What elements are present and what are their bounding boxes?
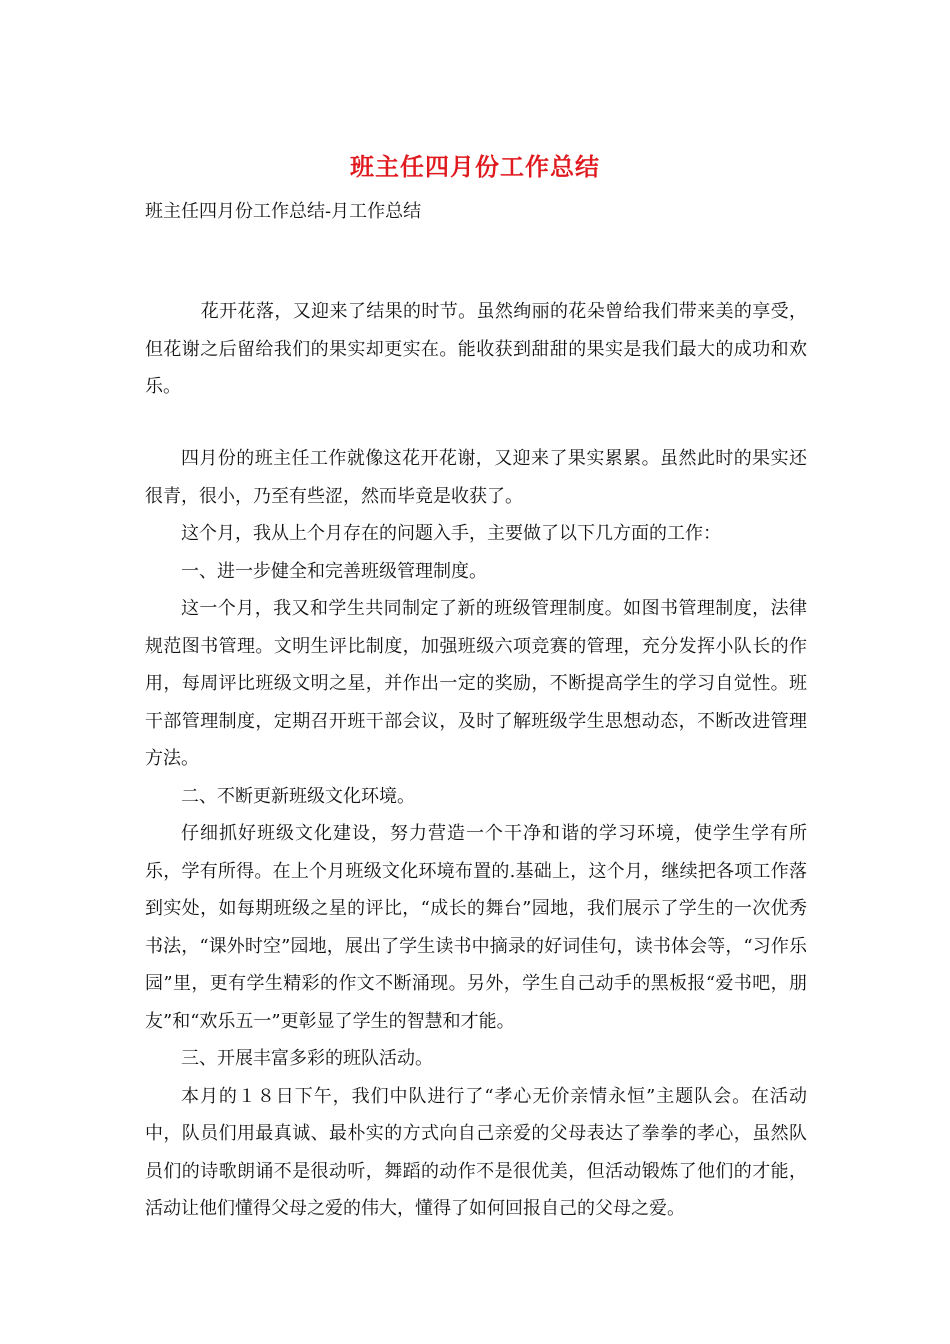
paragraph-5: 本月的１８日下午，我们中队进行了“孝心无价亲情永恒”主题队会。在活动中，队员们用最真诚、最朴实的方式向自己亲爱的父母表达了拳拳的孝心，虽然队员们的诗歌朗诵不是很动听，舞蹈的动作不是很优美，但活动锻炼了他们的才能，活动让他们懂得父母之爱的伟大，懂得了如何回报自己的父母之爱。 xyxy=(145,1085,807,1219)
paragraph-1: 四月份的班主任工作就像这花开花谢，又迎来了果实累累。虽然此时的果实还很青，很小，乃至有些涩，然而毕竟是收获了。 xyxy=(145,448,807,507)
page-title: 班主任四月份工作总结 xyxy=(350,152,600,181)
section-heading-1: 一、进一步健全和完善班级管理制度。 xyxy=(181,560,487,582)
intro-paragraph: 花开花落，又迎来了结果的时节。虽然绚丽的花朵曾给我们带来美的享受，但花谢之后留给我们的果实却更实在。能收获到甜甜的果实是我们最大的成功和欢乐。 xyxy=(145,301,807,397)
paragraph-3: 这一个月，我又和学生共同制定了新的班级管理制度。如图书管理制度，法律规范图书管理。文明生评比制度，加强班级六项竞赛的管理，充分发挥小队长的作用，每周评比班级文明之星，并作出一定的奖励，不断提高学生的学习自觉性。班干部管理制度，定期召开班干部会议，及时了解班级学生思想动态，不断改进管理方法。 xyxy=(145,598,807,769)
intro-block xyxy=(145,293,807,406)
section-heading-2: 二、不断更新班级文化环境。 xyxy=(181,785,415,807)
body-block xyxy=(145,440,807,1228)
paragraph-4: 仔细抓好班级文化建设，努力营造一个干净和谐的学习环境，使学生学有所乐，学有所得。在上个月班级文化环境布置的.基础上，这个月，继续把各项工作落到实处，如每期班级之星的评比，“成长的舞台”园地，我们展示了学生的一次优秀书法，“课外时空”园地，展出了学生读书中摘录的好词佳句，读书体会等，“习作乐园”里，更有学生精彩的作文不断涌现。另外，学生自己动手的黑板报“爱书吧，朋友”和“欢乐五一”更彰显了学生的智慧和才能。 xyxy=(145,823,807,1032)
section-heading-3: 三、开展丰富多彩的班队活动。 xyxy=(181,1048,433,1069)
paragraph-2: 这个月，我从上个月存在的问题入手，主要做了以下几方面的工作： xyxy=(181,523,721,544)
document-subtitle: 班主任四月份工作总结-月工作总结 xyxy=(145,201,422,222)
